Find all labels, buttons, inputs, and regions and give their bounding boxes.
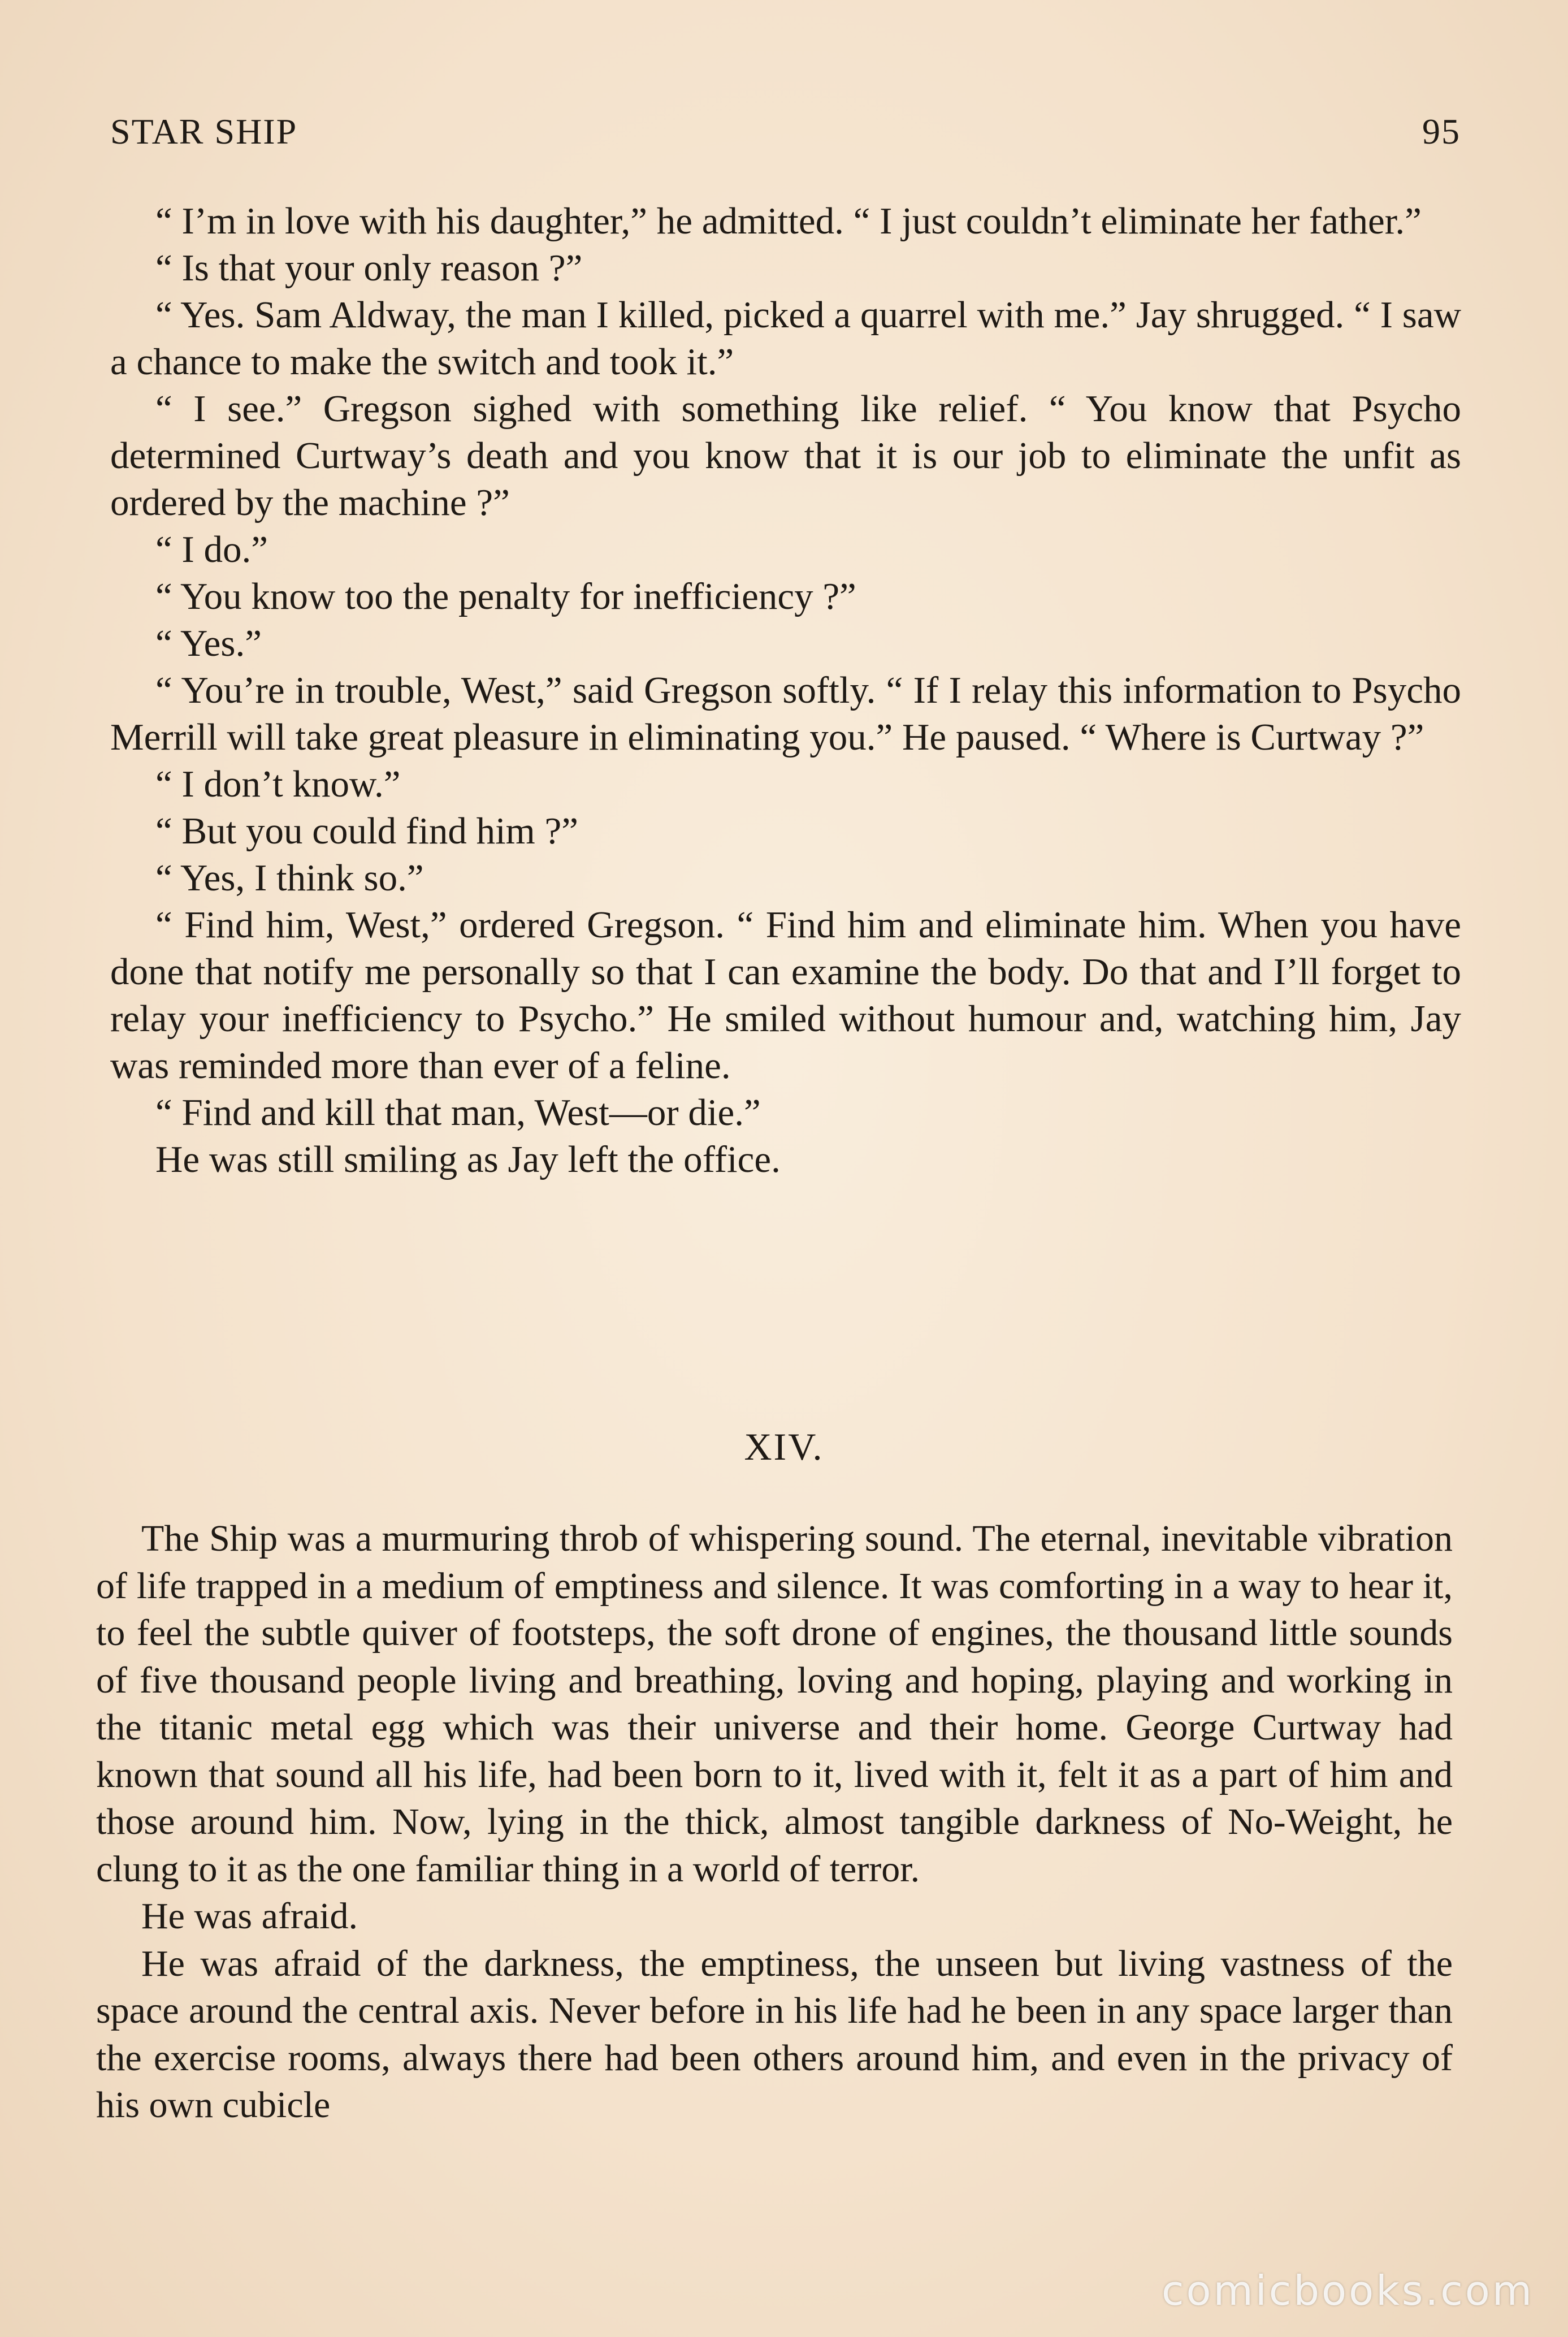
running-title: STAR SHIP (110, 111, 298, 152)
paragraph: “ Yes, I think so.” (155, 857, 424, 899)
paragraph: “ I’m in love with his daughter,” he admitted. “ I just couldn’t eliminate her father.” (155, 200, 1422, 242)
paragraph: “ But you could find him ?” (155, 810, 579, 852)
paragraph: “ Find and kill that man, West—or die.” (155, 1092, 761, 1133)
paragraph: “ Yes.” (155, 622, 262, 664)
paragraph: “ Find him, West,” ordered Gregson. “ Find him and eliminate him. When you have done that notify me personally so that I can examine the body. Do that and I’ll forget to relay your inefficiency to Psycho.” He smiled without humour and, watching him, Jay was reminded more than ever of a feline. (110, 904, 1461, 1087)
dialogue-section (110, 198, 1461, 1183)
running-head (110, 111, 1461, 156)
page-number: 95 (1422, 111, 1461, 152)
paragraph: He was afraid of the darkness, the emptiness, the unseen but living vastness of the space around the central axis. Never before in his life had he been in any space larger than the exercise rooms, always there had been others around him, and even in the privacy of his own cubicle (96, 1942, 1453, 2126)
watermark-logo: comicbooks.com (1161, 2267, 1534, 2314)
paragraph: He was afraid. (141, 1895, 358, 1937)
paragraph: “ You’re in trouble, West,” said Gregson softly. “ If I relay this information to Psycho Merrill will take great pleasure in eliminating you.” He paused. “ Where is Curtway ?” (110, 669, 1461, 758)
paragraph: “ Is that your only reason ?” (155, 247, 583, 289)
paragraph: “ You know too the penalty for inefficiency ?” (155, 575, 856, 617)
paragraph: He was still smiling as Jay left the office. (155, 1139, 781, 1180)
paragraph: “ I see.” Gregson sighed with something like relief. “ You know that Psycho determined Curtway’s death and you know that it is our job to eliminate the unfit as ordered by the machine ?” (110, 388, 1461, 523)
chapter-heading: XIV. (744, 1425, 824, 1468)
paragraph: “ I do.” (155, 529, 268, 570)
narrative-section (96, 1515, 1453, 2129)
paragraph: “ Yes. Sam Aldway, the man I killed, picked a quarrel with me.” Jay shrugged. “ I saw a chance to make the switch and took it.” (110, 294, 1461, 383)
paragraph: “ I don’t know.” (155, 763, 401, 805)
paragraph: The Ship was a murmuring throb of whispering sound. The eternal, inevitable vibration of life trapped in a medium of emptiness and silence. It was comforting in a way to hear it, to feel the subtle quiver of footsteps, the soft drone of engines, the thousand little sounds of five thousand people living and breathing, loving and hoping, playing and working in the titanic metal egg which was their universe and their home. George Curtway had known that sound all his life, had been born to it, lived with it, felt it as a part of him and those around him. Now, lying in the thick, almost tangible darkness of No-Weight, he clung to it as the one familiar thing in a world of terror. (96, 1518, 1453, 1890)
